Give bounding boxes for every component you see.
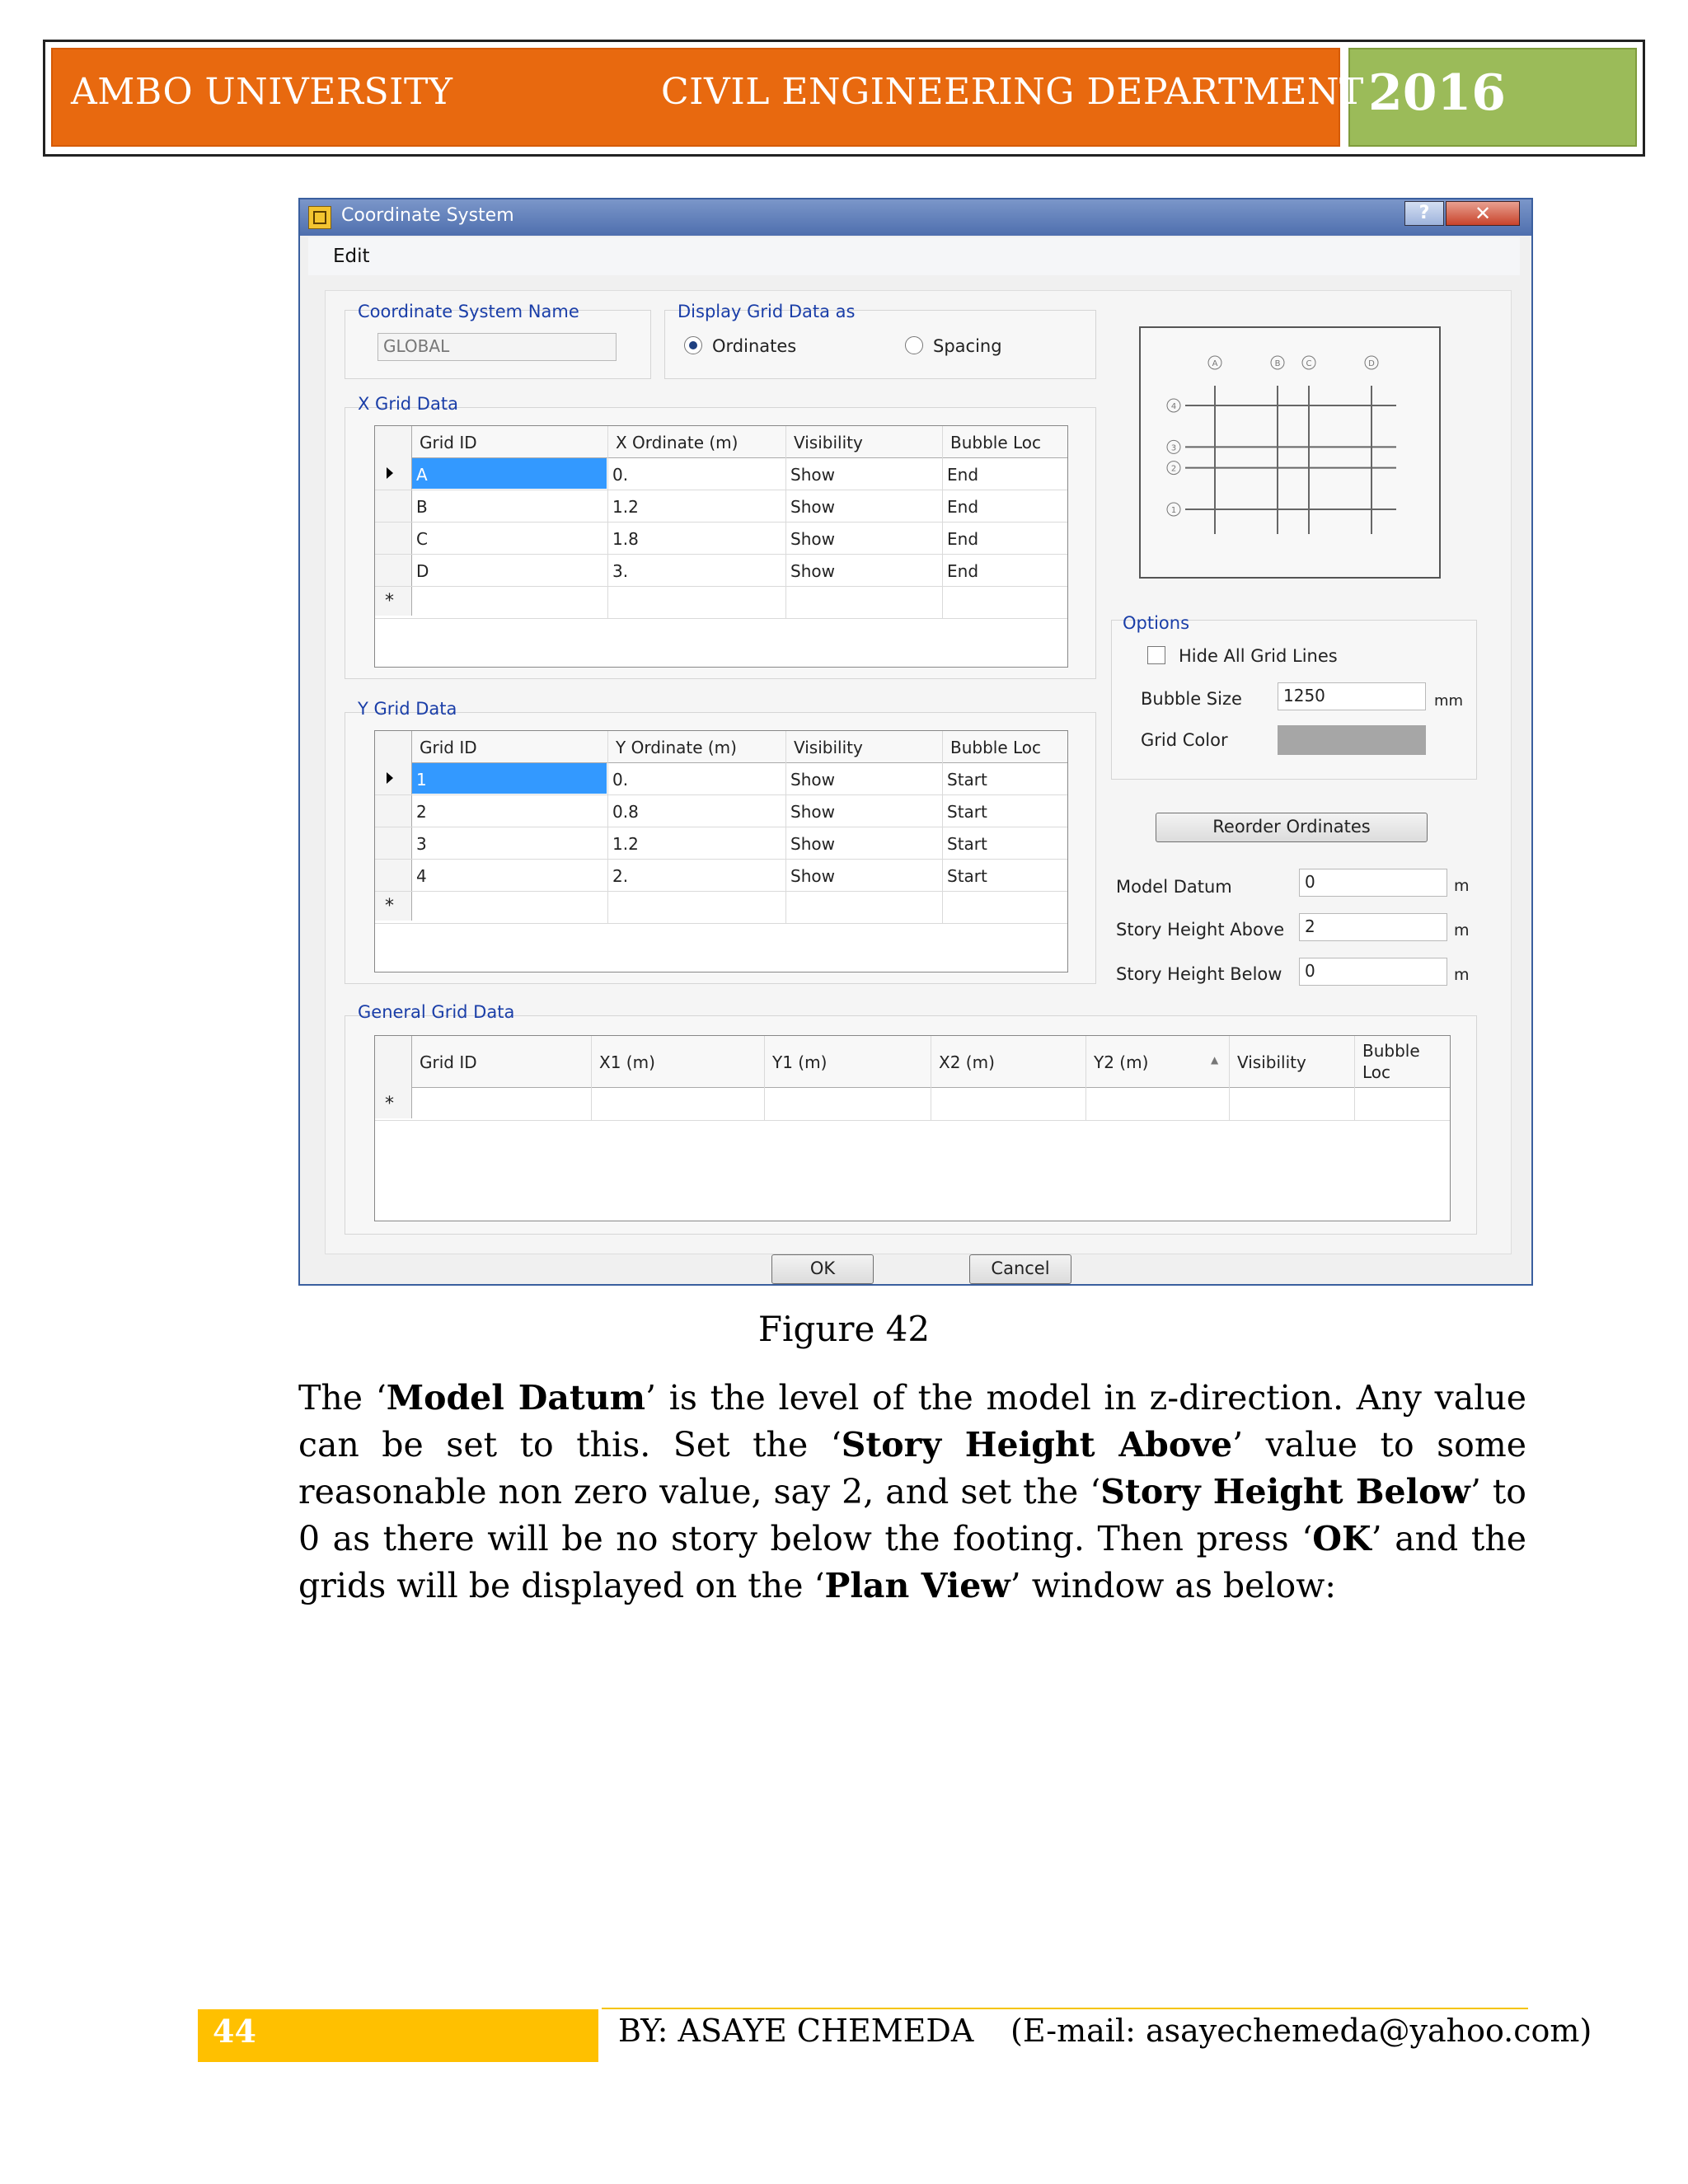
ok-button[interactable]: OK	[771, 1254, 874, 1284]
para-text: ’ window as below:	[1010, 1566, 1337, 1605]
y-grid-col-header[interactable]: Bubble Loc	[950, 738, 1042, 757]
model-datum-field[interactable]: 0	[1299, 869, 1447, 897]
x-grid-row-divider	[375, 522, 1067, 523]
x-grid-cell[interactable]: D	[416, 561, 429, 581]
general-grid-col-divider	[591, 1036, 592, 1120]
x-grid-cell[interactable]: End	[947, 561, 979, 581]
y-grid-new-row-marker: *	[385, 896, 394, 916]
y-grid-col-header[interactable]: Y Ordinate (m)	[616, 738, 737, 757]
preview-y-bubble-label: 1	[1170, 506, 1177, 515]
y-grid-row-selector	[375, 731, 412, 921]
preview-y-bubble-label: 4	[1170, 402, 1177, 411]
general-grid-col-header[interactable]: Visibility	[1237, 1052, 1306, 1072]
x-grid-cell[interactable]: 1.8	[612, 529, 639, 549]
x-grid-row-divider	[375, 554, 1067, 555]
x-grid-selected-cell	[412, 458, 607, 489]
coord-sys-name-label: Coordinate System Name	[358, 302, 579, 321]
general-grid-row-divider	[375, 1120, 1450, 1121]
x-grid-col-header[interactable]: Bubble Loc	[950, 433, 1042, 452]
general-grid-col-divider	[764, 1036, 765, 1120]
spacing-radio[interactable]	[905, 336, 923, 354]
options-label: Options	[1123, 613, 1190, 633]
menu-bar	[308, 237, 1520, 275]
x-grid-row-divider	[375, 586, 1067, 587]
story-height-above-field[interactable]: 2	[1299, 913, 1447, 941]
preview-y-bubble-label: 3	[1170, 443, 1177, 453]
y-grid-cell[interactable]: Show	[790, 770, 835, 790]
y-grid-selected-cell	[412, 763, 607, 794]
x-grid-cell[interactable]: End	[947, 465, 979, 485]
x-grid-col-header[interactable]: X Ordinate (m)	[616, 433, 738, 452]
preview-x-bubble-label: A	[1212, 359, 1218, 368]
x-grid-cell[interactable]: B	[416, 497, 428, 517]
x-grid-table[interactable]	[374, 425, 1068, 668]
x-grid-cell[interactable]: Show	[790, 465, 835, 485]
general-grid-col-header[interactable]: Bubble	[1362, 1041, 1420, 1061]
x-grid-row-selector	[375, 426, 412, 616]
sort-arrow-icon: ▲	[1211, 1054, 1219, 1066]
display-grid-label: Display Grid Data as	[678, 302, 856, 321]
y-grid-table[interactable]	[374, 730, 1068, 972]
model-datum-label: Model Datum	[1116, 877, 1232, 897]
x-grid-new-row-marker: *	[385, 591, 394, 612]
footer-rule	[602, 2008, 1528, 2009]
x-grid-cell[interactable]: 3.	[612, 561, 629, 581]
para-bold-plan-view: Plan View	[824, 1566, 1010, 1605]
story-height-below-unit: m	[1454, 966, 1470, 984]
y-grid-cell[interactable]: Start	[947, 770, 987, 790]
general-grid-table[interactable]	[374, 1035, 1451, 1221]
reorder-ordinates-button[interactable]: Reorder Ordinates	[1156, 813, 1428, 842]
model-datum-unit: m	[1454, 877, 1470, 895]
y-grid-cell[interactable]: 1	[416, 770, 427, 790]
story-height-below-field[interactable]: 0	[1299, 958, 1447, 986]
figure-caption: Figure 42	[757, 1309, 931, 1349]
general-grid-col-divider	[1229, 1036, 1230, 1120]
x-grid-cell[interactable]: 1.2	[612, 497, 639, 517]
y-grid-col-header[interactable]: Visibility	[794, 738, 863, 757]
y-grid-cell[interactable]: Show	[790, 866, 835, 886]
para-text: ’ is the level of the model in z-direction. Any value can be set to this. Set the ‘	[298, 1378, 1526, 1465]
ordinates-radio[interactable]	[684, 336, 702, 354]
header-department: CIVIL ENGINEERING DEPARTMENT	[661, 71, 1364, 113]
general-grid-new-row-marker: *	[385, 1094, 394, 1114]
spacing-radio-label: Spacing	[933, 336, 1002, 356]
para-bold-model-datum: Model Datum	[386, 1378, 646, 1418]
y-grid-row-divider	[375, 891, 1067, 892]
para-bold-story-below: Story Height Below	[1100, 1472, 1470, 1511]
story-height-above-unit: m	[1454, 921, 1470, 940]
header-university: AMBO UNIVERSITY	[71, 71, 453, 113]
para-text: ’ and the grids will be displayed on the ‘	[298, 1519, 1526, 1605]
hide-grid-lines-checkbox[interactable]	[1147, 646, 1165, 664]
preview-x-bubble-label: D	[1368, 359, 1375, 368]
grid-preview-drawing	[1141, 328, 1439, 577]
general-grid-label: General Grid Data	[358, 1002, 515, 1022]
x-grid-cell[interactable]: Show	[790, 561, 835, 581]
para-text: The ‘	[298, 1378, 387, 1418]
y-grid-cell[interactable]: 1.2	[612, 834, 639, 854]
y-grid-cell[interactable]: Start	[947, 866, 987, 886]
x-grid-cell[interactable]: End	[947, 497, 979, 517]
bubble-size-unit: mm	[1434, 692, 1464, 710]
x-grid-label: X Grid Data	[358, 394, 458, 414]
header-year: 2016	[1368, 64, 1506, 122]
x-grid-cell[interactable]: Show	[790, 497, 835, 517]
footer-author: BY: ASAYE CHEMEDA	[618, 2013, 974, 2049]
y-grid-row-divider	[375, 794, 1067, 795]
y-grid-cell[interactable]: 3	[416, 834, 427, 854]
general-grid-col-header[interactable]: Y1 (m)	[772, 1052, 828, 1072]
general-grid-col-header[interactable]: X2 (m)	[939, 1052, 995, 1072]
hide-grid-lines-label: Hide All Grid Lines	[1179, 646, 1338, 666]
app-grid-icon	[308, 206, 331, 229]
x-grid-cell[interactable]: C	[416, 529, 428, 549]
para-bold-ok: OK	[1312, 1519, 1372, 1558]
x-grid-row-divider	[375, 618, 1067, 619]
y-grid-cell[interactable]: 0.	[612, 770, 629, 790]
cancel-button[interactable]: Cancel	[969, 1254, 1071, 1284]
general-grid-col-header[interactable]: Y2 (m)	[1094, 1052, 1149, 1072]
body-paragraph	[298, 1375, 1526, 1610]
y-grid-col-header[interactable]: Grid ID	[420, 738, 477, 757]
general-grid-col-header[interactable]: X1 (m)	[599, 1052, 655, 1072]
para-bold-story-above: Story Height Above	[841, 1425, 1233, 1465]
x-grid-cell[interactable]: Show	[790, 529, 835, 549]
y-grid-label: Y Grid Data	[358, 699, 457, 719]
x-grid-col-header[interactable]: Visibility	[794, 433, 863, 452]
preview-x-bubble-label: B	[1274, 359, 1281, 368]
general-grid-col-header[interactable]: Loc	[1362, 1062, 1391, 1082]
y-grid-row-divider	[375, 859, 1067, 860]
para-text: ’ value to some reasonable non zero value, say 2, and set the ‘	[298, 1425, 1526, 1511]
y-grid-cell[interactable]: 2.	[612, 866, 629, 886]
footer-page-band	[198, 2009, 598, 2062]
bubble-size-label: Bubble Size	[1141, 689, 1242, 709]
preview-x-bubble-label: C	[1306, 359, 1312, 368]
story-height-above-label: Story Height Above	[1116, 920, 1285, 940]
y-grid-cell[interactable]: Show	[790, 834, 835, 854]
x-grid-cell[interactable]: A	[416, 465, 428, 485]
ordinates-radio-label: Ordinates	[712, 336, 797, 356]
y-grid-cell[interactable]: 4	[416, 866, 427, 886]
x-grid-cell[interactable]: 0.	[612, 465, 629, 485]
y-grid-cell[interactable]: 0.8	[612, 802, 639, 822]
footer-page-number: 44	[213, 2013, 256, 2050]
y-grid-cell[interactable]: 2	[416, 802, 427, 822]
x-grid-cell[interactable]: End	[947, 529, 979, 549]
para-text: ’ to 0 as there will be no story below the footing. Then press ‘	[298, 1472, 1526, 1558]
preview-y-bubble-label: 2	[1170, 464, 1177, 474]
y-grid-current-row-arrow	[387, 772, 393, 784]
close-button[interactable]: ✕	[1446, 201, 1520, 226]
y-grid-cell[interactable]: Start	[947, 802, 987, 822]
help-button[interactable]: ?	[1404, 201, 1444, 226]
x-grid-current-row-arrow	[387, 467, 393, 479]
dialog-title-bar	[300, 199, 1531, 236]
story-height-below-label: Story Height Below	[1116, 964, 1282, 984]
menu-edit[interactable]: Edit	[333, 246, 370, 267]
y-grid-row-divider	[375, 923, 1067, 924]
y-grid-cell[interactable]: Start	[947, 834, 987, 854]
grid-color-label: Grid Color	[1141, 730, 1228, 750]
general-grid-col-divider	[1085, 1036, 1086, 1120]
grid-preview	[1139, 326, 1441, 579]
grid-color-swatch[interactable]	[1278, 725, 1426, 755]
footer-email: (E-mail: asayechemeda@yahoo.com)	[1010, 2013, 1592, 2049]
bubble-size-field[interactable]: 1250	[1278, 682, 1426, 710]
general-grid-col-header[interactable]: Grid ID	[420, 1052, 477, 1072]
dialog-title: Coordinate System	[341, 205, 514, 226]
general-grid-col-divider	[1354, 1036, 1355, 1120]
y-grid-cell[interactable]: Show	[790, 802, 835, 822]
coord-sys-name-field[interactable]: GLOBAL	[377, 333, 617, 361]
x-grid-col-header[interactable]: Grid ID	[420, 433, 477, 452]
